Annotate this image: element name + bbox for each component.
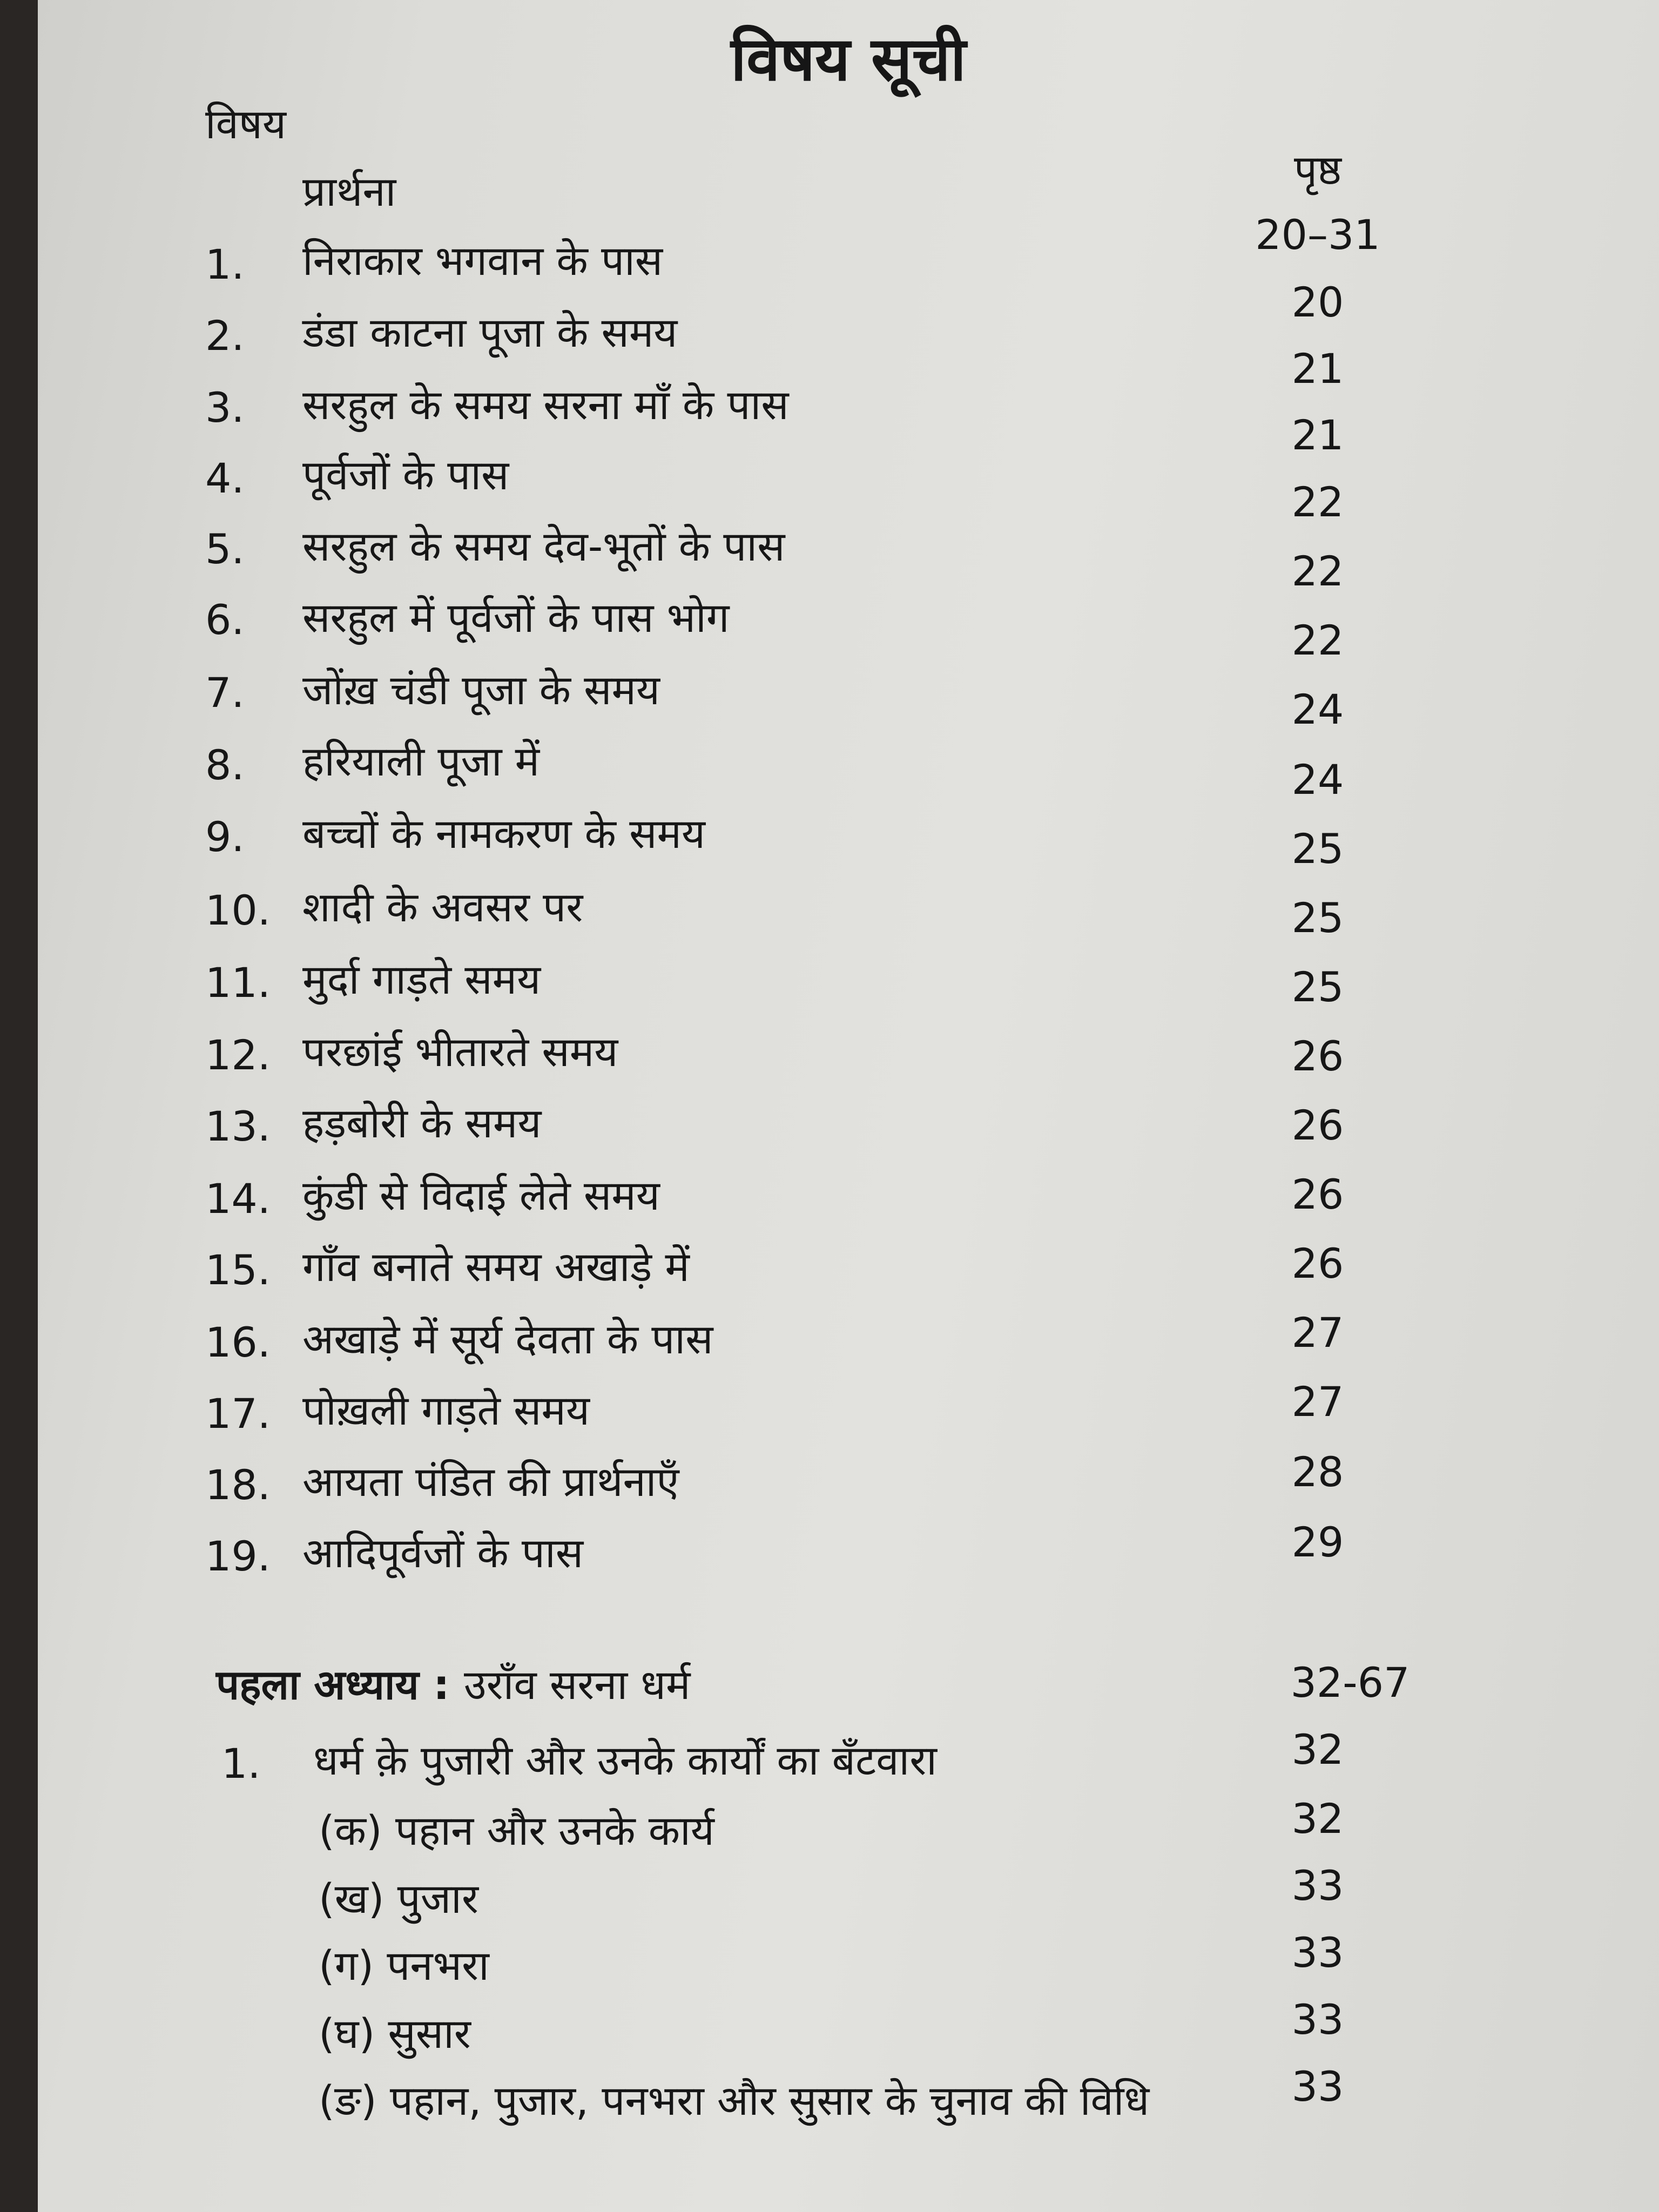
subject-column-label: विषय <box>205 100 286 148</box>
toc-item-number: 13. <box>205 1102 271 1150</box>
page-title: विषय सूची <box>731 24 966 95</box>
toc-item-title: धर्म क़े पुजारी और उनके कार्यों का बँटवारा <box>313 1736 937 1784</box>
toc-item-title: अखाड़े में सूर्य देवता के पास <box>302 1315 713 1363</box>
toc-item-number: 17. <box>205 1390 271 1438</box>
chapter-title: उराँव सरना धर्म <box>464 1661 691 1709</box>
toc-item-number: 10. <box>205 886 271 934</box>
toc-item-number: 15. <box>205 1246 271 1294</box>
toc-item-title: गाँव बनाते समय अखाड़े में <box>302 1243 690 1291</box>
toc-item-page: 32 <box>1291 1725 1344 1773</box>
toc-item-title: पोख़ली गाड़ते समय <box>302 1386 590 1434</box>
toc-item-number: 16. <box>205 1318 271 1366</box>
toc-item-page: 21 <box>1291 411 1344 459</box>
toc-item-title: बच्चों के नामकरण के समय <box>302 810 705 858</box>
toc-subitem-page: 33 <box>1291 1995 1344 2044</box>
toc-item-title: सरहुल के समय सरना माँ के पास <box>302 381 789 429</box>
toc-subitem-page: 33 <box>1291 1928 1344 1977</box>
toc-item-page: 26 <box>1291 1239 1344 1287</box>
toc-item-title: पूर्वजों के पास <box>302 451 509 499</box>
toc-item-page: 26 <box>1291 1101 1344 1149</box>
toc-item-number: 5. <box>205 525 245 573</box>
toc-item-number: 2. <box>205 312 245 360</box>
toc-item-page: 21 <box>1291 345 1344 393</box>
toc-item-page: 22 <box>1291 616 1344 664</box>
toc-item-title: शादी के अवसर पर <box>302 883 583 931</box>
chapter-heading-line <box>216 1658 691 1712</box>
toc-item-page: 25 <box>1291 825 1344 873</box>
toc-item-page: 29 <box>1291 1518 1344 1566</box>
toc-item-number: 19. <box>205 1532 271 1580</box>
toc-item-page: 22 <box>1291 547 1344 595</box>
toc-item-number: 3. <box>205 383 245 431</box>
toc-subitem-page: 33 <box>1291 2062 1344 2110</box>
toc-item-page: 28 <box>1291 1448 1344 1496</box>
toc-item-title: आदिपूर्वजों के पास <box>302 1529 584 1577</box>
page-column-label: पृष्ठ <box>1294 146 1341 194</box>
toc-item-title: कुंडी से विदाई लेते समय <box>302 1171 660 1219</box>
toc-item-number: 6. <box>205 596 245 644</box>
toc-item-number: 11. <box>205 959 271 1007</box>
toc-subitem-title: (क) पहान और उनके कार्य <box>319 1806 714 1854</box>
toc-item-page: 24 <box>1291 756 1344 804</box>
toc-item-title: सरहुल में पूर्वजों के पास भोग <box>302 594 730 642</box>
chapter-label: पहला अध्याय : <box>216 1661 450 1709</box>
toc-subitem-title: (ख) पुजार <box>319 1874 478 1923</box>
toc-item-title: हरियाली पूजा में <box>302 737 540 785</box>
chapter-pages: 32-67 <box>1290 1658 1410 1707</box>
book-page <box>38 0 1659 2212</box>
toc-item-number: 4. <box>205 454 245 502</box>
toc-item-page: 25 <box>1291 894 1344 942</box>
toc-subitem-title: (ग) पनभरा <box>319 1941 489 1990</box>
toc-item-number: 14. <box>205 1175 271 1223</box>
toc-item-page: 24 <box>1291 685 1344 733</box>
toc-subitem-page: 32 <box>1291 1795 1344 1843</box>
toc-item-title: सरहुल के समय देव-भूतों के पास <box>302 522 785 570</box>
toc-subitem-title: (ङ) पहान, पुजार, पनभरा और सुसार के चुनाव की विधि <box>319 2076 1150 2125</box>
toc-subitem-page: 33 <box>1291 1862 1344 1910</box>
toc-item-number: 7. <box>205 669 245 717</box>
toc-item-page: 27 <box>1291 1309 1344 1357</box>
toc-item-page: 22 <box>1291 478 1344 526</box>
toc-item-title: डंडा काटना पूजा के समय <box>302 308 678 356</box>
toc-subitem-title: (घ) सुसार <box>319 2009 471 2058</box>
toc-item-number: 8. <box>205 741 245 789</box>
toc-item-number: 1. <box>221 1739 261 1788</box>
toc-item-page: 27 <box>1291 1378 1344 1426</box>
section-title-prayer: प्रार्थना <box>302 167 396 215</box>
toc-item-page: 26 <box>1291 1170 1344 1218</box>
toc-item-title: परछांई भीतारते समय <box>302 1028 618 1076</box>
section-pages-prayer: 20–31 <box>1255 211 1380 259</box>
toc-item-number: 9. <box>205 813 245 861</box>
toc-item-number: 12. <box>205 1031 271 1079</box>
toc-item-number: 18. <box>205 1461 271 1509</box>
toc-item-page: 26 <box>1291 1032 1344 1080</box>
toc-item-page: 20 <box>1291 278 1344 326</box>
toc-item-title: मुर्दा गाड़ते समय <box>302 955 541 1003</box>
toc-item-number: 1. <box>205 240 245 288</box>
toc-item-title: निराकार भगवान के पास <box>302 237 663 285</box>
toc-item-title: हड़बोरी के समय <box>302 1099 542 1147</box>
toc-item-title: जोंख़ चंडी पूजा के समय <box>302 666 660 714</box>
toc-item-page: 25 <box>1291 963 1344 1011</box>
toc-item-title: आयता पंडित की प्रार्थनाएँ <box>302 1458 679 1506</box>
